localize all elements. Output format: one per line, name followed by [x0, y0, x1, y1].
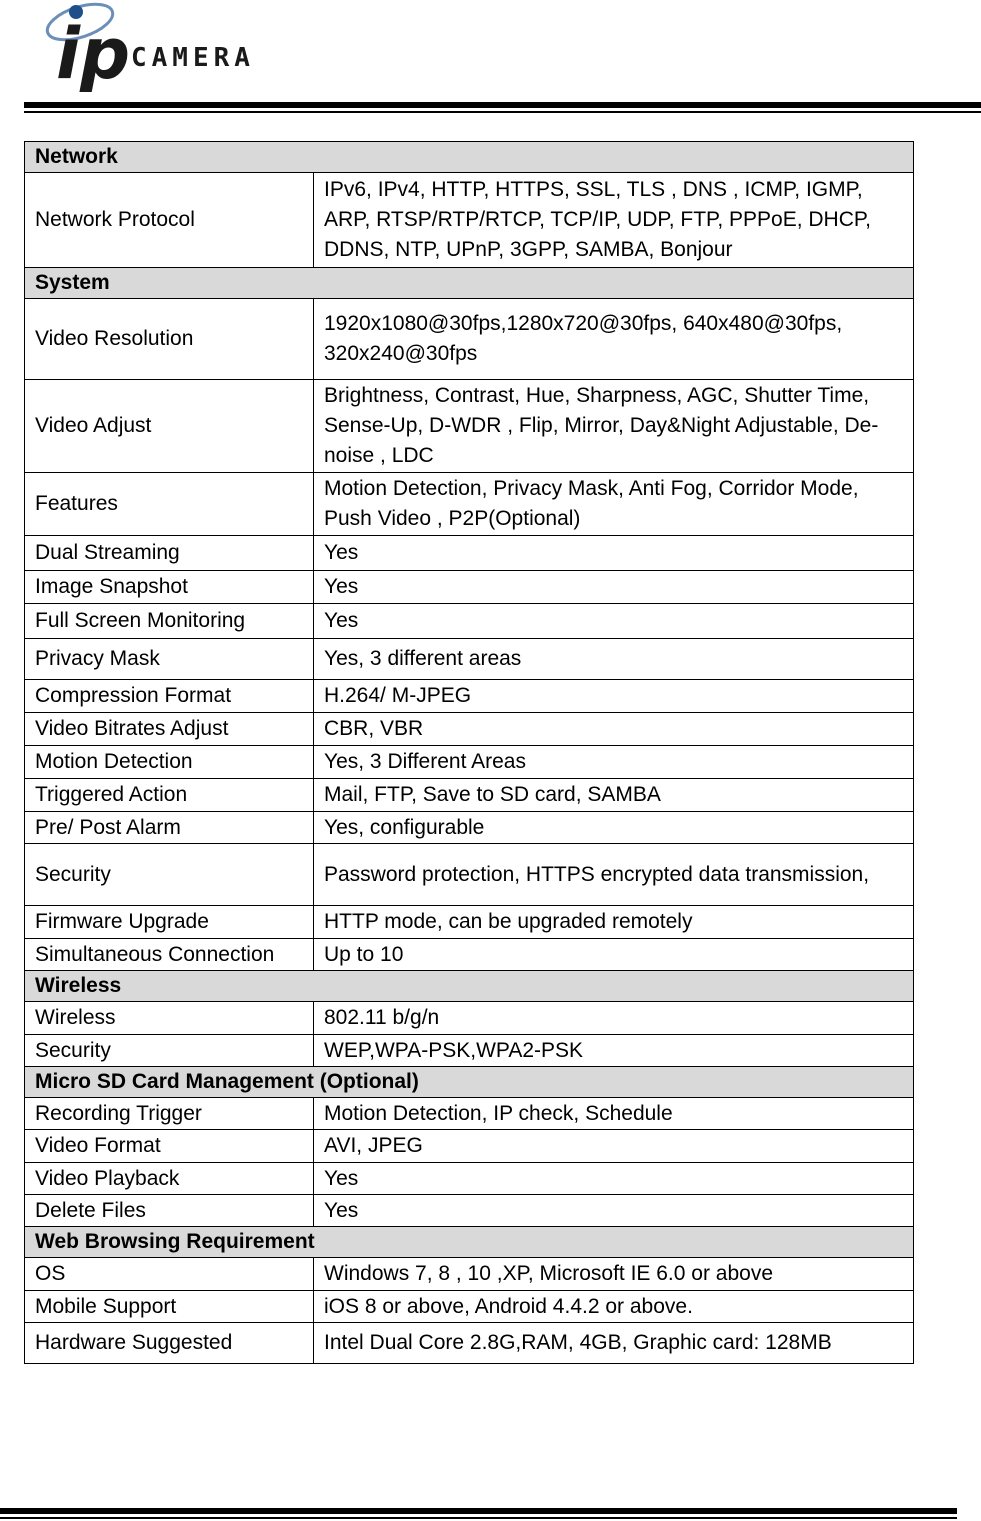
spec-value: Brightness, Contrast, Hue, Sharpness, AGC, Shutter Time, Sense-Up, D-WDR , Flip, Mirror, Day&Night Adjustable, De-noise , LDC [314, 380, 914, 473]
section-title: Network [25, 142, 914, 173]
section-title: Micro SD Card Management (Optional) [25, 1067, 914, 1098]
table-row [25, 906, 914, 939]
spec-label: Privacy Mask [25, 639, 314, 680]
table-row [25, 680, 914, 713]
table-row [25, 639, 914, 680]
spec-value: 1920x1080@30fps,1280x720@30fps, 640x480@30fps, 320x240@30fps [314, 299, 914, 380]
section-header [25, 1067, 914, 1098]
table-row [25, 1195, 914, 1227]
spec-value: H.264/ M-JPEG [314, 680, 914, 713]
table-row [25, 1323, 914, 1364]
spec-label: Video Bitrates Adjust [25, 713, 314, 746]
spec-value: WEP,WPA-PSK,WPA2-PSK [314, 1035, 914, 1067]
spec-label: Pre/ Post Alarm [25, 812, 314, 844]
spec-label: Network Protocol [25, 173, 314, 268]
table-row [25, 746, 914, 779]
spec-label: Mobile Support [25, 1291, 314, 1323]
spec-value: Up to 10 [314, 939, 914, 971]
spec-label: Image Snapshot [25, 571, 314, 604]
spec-label: Delete Files [25, 1195, 314, 1227]
spec-label: Wireless [25, 1002, 314, 1035]
spec-label: Video Adjust [25, 380, 314, 473]
spec-value: HTTP mode, can be upgraded remotely [314, 906, 914, 939]
table-row [25, 1291, 914, 1323]
spec-label: Video Format [25, 1130, 314, 1163]
table-row [25, 1098, 914, 1130]
spec-value: Mail, FTP, Save to SD card, SAMBA [314, 779, 914, 812]
spec-value: AVI, JPEG [314, 1130, 914, 1163]
header-rule [24, 102, 981, 113]
table-row [25, 939, 914, 971]
spec-label: OS [25, 1258, 314, 1291]
spec-label: Triggered Action [25, 779, 314, 812]
section-header [25, 268, 914, 299]
table-row [25, 571, 914, 604]
table-row [25, 1163, 914, 1195]
spec-value: Yes [314, 604, 914, 639]
spec-value: Yes, 3 Different Areas [314, 746, 914, 779]
spec-label: Dual Streaming [25, 536, 314, 571]
spec-label: Security [25, 844, 314, 906]
table-row [25, 536, 914, 571]
table-row [25, 1130, 914, 1163]
spec-value: IPv6, IPv4, HTTP, HTTPS, SSL, TLS , DNS , ICMP, IGMP, ARP, RTSP/RTP/RTCP, TCP/IP, UDP, FTP, PPPoE, DHCP, DDNS, NTP, UPnP, 3GPP, SAMBA, Bonjour [314, 173, 914, 268]
table-row [25, 779, 914, 812]
section-title: Wireless [25, 971, 914, 1002]
section-title: System [25, 268, 914, 299]
section-header [25, 971, 914, 1002]
spec-value: Password protection, HTTPS encrypted data transmission, [314, 844, 914, 906]
spec-value: 802.11 b/g/n [314, 1002, 914, 1035]
logo-ip-text: ip [56, 13, 131, 92]
table-row [25, 713, 914, 746]
table-row [25, 604, 914, 639]
table-row [25, 1258, 914, 1291]
spec-label: Features [25, 473, 314, 536]
spec-label: Full Screen Monitoring [25, 604, 314, 639]
table-row [25, 380, 914, 473]
table-row [25, 299, 914, 380]
spec-table [24, 141, 914, 1364]
table-row [25, 173, 914, 268]
section-header [25, 142, 914, 173]
section-header [25, 1227, 914, 1258]
spec-value: Yes [314, 1195, 914, 1227]
table-row [25, 812, 914, 844]
spec-value: Yes [314, 1163, 914, 1195]
spec-label: Firmware Upgrade [25, 906, 314, 939]
spec-label: Recording Trigger [25, 1098, 314, 1130]
spec-label: Compression Format [25, 680, 314, 713]
table-row [25, 1002, 914, 1035]
spec-value: Motion Detection, IP check, Schedule [314, 1098, 914, 1130]
ip-camera-logo [36, 0, 306, 92]
spec-label: Security [25, 1035, 314, 1067]
spec-value: iOS 8 or above, Android 4.4.2 or above. [314, 1291, 914, 1323]
logo-camera-text: CAMERA [131, 43, 255, 73]
spec-label: Simultaneous Connection [25, 939, 314, 971]
spec-value: Intel Dual Core 2.8G,RAM, 4GB, Graphic card: 128MB [314, 1323, 914, 1364]
section-title: Web Browsing Requirement [25, 1227, 914, 1258]
spec-value: CBR, VBR [314, 713, 914, 746]
spec-label: Motion Detection [25, 746, 314, 779]
table-row [25, 1035, 914, 1067]
footer-rule [0, 1508, 957, 1519]
table-row [25, 473, 914, 536]
spec-value: Yes [314, 571, 914, 604]
spec-value: Yes [314, 536, 914, 571]
spec-label: Hardware Suggested [25, 1323, 314, 1364]
spec-value: Windows 7, 8 , 10 ,XP, Microsoft IE 6.0 or above [314, 1258, 914, 1291]
spec-value: Yes, configurable [314, 812, 914, 844]
spec-label: Video Resolution [25, 299, 314, 380]
spec-label: Video Playback [25, 1163, 314, 1195]
spec-value: Yes, 3 different areas [314, 639, 914, 680]
spec-value: Motion Detection, Privacy Mask, Anti Fog, Corridor Mode, Push Video , P2P(Optional) [314, 473, 914, 536]
table-row [25, 844, 914, 906]
